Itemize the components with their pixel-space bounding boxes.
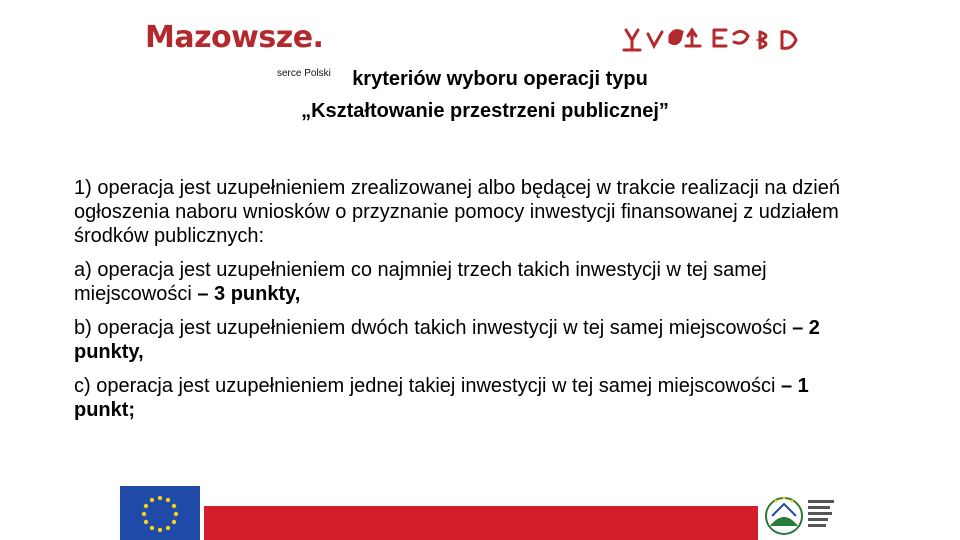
page-title-line-2: „Kształtowanie przestrzeni publicznej”	[301, 100, 669, 122]
mazowsze-logo	[145, 18, 360, 79]
mazowsze-logo-subtitle: serce Polski	[277, 68, 331, 79]
criterion-b	[74, 316, 874, 364]
criterion-a-text: a) operacja jest uzupełnieniem co najmniej trzech takich inwestycji w tej samej miejscowości	[74, 259, 767, 305]
criterion-a-points: – 3 punkty,	[197, 283, 301, 305]
eu-flag-icon	[120, 486, 200, 540]
criterion-c	[74, 374, 874, 422]
criterion-b-text: b) operacja jest uzupełnieniem dwóch takich inwestycji w tej samej miejscowości	[74, 317, 793, 339]
criterion-c-text: c) operacja jest uzupełnieniem jednej takiej inwestycji w tej samej miejscowości	[74, 375, 781, 397]
page-title-line-1: kryteriów wyboru operacji typu	[352, 68, 648, 90]
prow-logo-icon	[762, 486, 848, 540]
mazowsze-logo-word: Mazowsze.	[145, 20, 324, 55]
criterion-intro: 1) operacja jest uzupełnieniem zrealizowanej albo będącej w trakcie realizacji na dzień ogłoszenia naboru wniosków o przyznanie pomocy inwestycji finansowanej z udziałem środków publicznych:	[74, 177, 840, 247]
criterion-a	[74, 258, 874, 306]
criterion-b-points: – 2 punkty,	[74, 317, 820, 363]
leader-logo-icon	[622, 26, 818, 56]
criteria-body	[74, 176, 874, 432]
criterion-c-points: – 1 punkt;	[74, 375, 809, 421]
footer-red-bar	[204, 506, 758, 540]
